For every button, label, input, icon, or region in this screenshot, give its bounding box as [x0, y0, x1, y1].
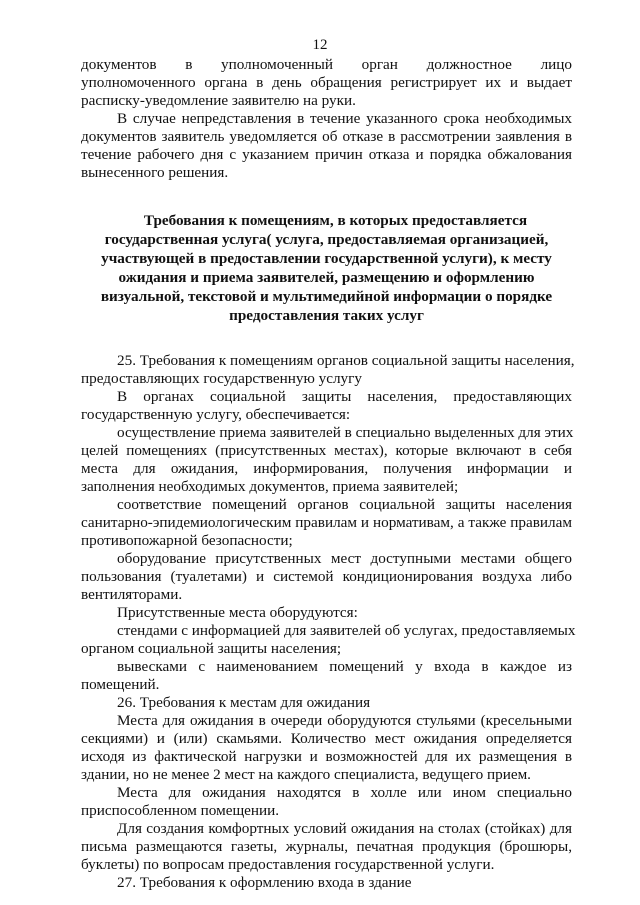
s26-p3-line-3: буклеты) по вопросам предоставления государственной услуги. — [81, 856, 495, 873]
heading-line-3: участвующей в предоставлении государственной услуги), к месту — [101, 250, 552, 267]
s25-equip-intro: Присутственные места оборудуются: — [117, 604, 358, 621]
s25-item2-line-2: санитарно-эпидемиологическим правилам и нормативам, а также правилам — [81, 514, 572, 531]
s25-item1-line-4: заполнения необходимых документов, приема заявителей; — [81, 478, 459, 495]
s25-title-line-1: 25. Требования к помещениям органов социальной защиты населения, — [117, 352, 575, 369]
s26-p3-line-2: письма размещаются газеты, журналы, печатная продукция (брошюры, — [81, 838, 572, 855]
s25-item3-line-3: вентиляторами. — [81, 586, 183, 603]
s26-title: 26. Требования к местам для ожидания — [117, 694, 371, 711]
s26-p2-line-1: Места для ожидания находятся в холле или ином специально — [117, 784, 572, 801]
s25-item1-line-1: осуществление приема заявителей в специально выделенных для этих — [117, 424, 574, 441]
s25-equip1-line-2: органом социальной защиты населения; — [81, 640, 342, 657]
para2-line-4: вынесенного решения. — [81, 164, 229, 181]
page-number: 12 — [312, 37, 328, 53]
s25-item2-line-3: противопожарной безопасности; — [81, 532, 293, 549]
s25-equip1-line-1: стендами с информацией для заявителей об услугах, предоставляемых — [117, 622, 576, 639]
s26-p1-line-1: Места для ожидания в очереди оборудуются стульями (кресельными — [117, 712, 572, 729]
s25-equip2-line-1: вывесками с наименованием помещений у входа в каждое из — [117, 658, 572, 675]
s26-p1-line-2: секциями) и (или) скамьями. Количество мест ожидания определяется — [81, 730, 572, 747]
para1-line-3: расписку-уведомление заявителю на руки. — [81, 92, 356, 109]
s25-intro-line-2: государственную услугу, обеспечивается: — [81, 406, 351, 423]
para2-line-2: документов заявитель уведомляется об отказе в рассмотрении заявления в — [81, 128, 572, 145]
para1-line-2: уполномоченного органа в день обращения регистрирует их и выдает — [81, 74, 572, 91]
para1-line-1: документов в уполномоченный орган должностное лицо — [81, 56, 572, 73]
s27-title: 27. Требования к оформлению входа в здание — [117, 874, 412, 891]
s25-intro-line-1: В органах социальной защиты населения, предоставляющих — [117, 388, 572, 405]
s25-item2-line-1: соответствие помещений органов социальной защиты населения — [117, 496, 572, 513]
s26-p3-line-1: Для создания комфортных условий ожидания на столах (стойках) для — [117, 820, 572, 837]
heading-line-1: Требования к помещениям, в которых предоставляется — [143, 212, 528, 229]
s26-p2-line-2: приспособленном помещении. — [81, 802, 280, 819]
s25-title-line-2: предоставляющих государственную услугу — [81, 370, 362, 387]
s26-p1-line-4: здании, но не менее 2 мест на каждого специалиста, ведущего прием. — [81, 766, 531, 783]
s25-equip2-line-2: помещений. — [81, 676, 160, 693]
s25-item1-line-2: целей помещениях (присутственных местах), которые включают в себя — [81, 442, 572, 459]
s26-p1-line-3: исходя из фактической нагрузки и возможностей для их размещения в — [81, 748, 572, 765]
heading-line-6: предоставления таких услуг — [229, 307, 424, 324]
heading-line-5: визуальной, текстовой и мультимедийной информации о порядке — [100, 288, 553, 305]
heading-line-2: государственная услуга( услуга, предоставляемая организацией, — [104, 231, 549, 248]
s25-item3-line-1: оборудование присутственных мест доступными местами общего — [117, 550, 572, 567]
s25-item1-line-3: места для ожидания, информирования, получения информации и — [81, 460, 572, 477]
para2-line-3: течение рабочего дня с указанием причин отказа и порядка обжалования — [81, 146, 572, 163]
para2-line-1: В случае непредставления в течение указанного срока необходимых — [117, 110, 572, 127]
s25-item3-line-2: пользования (туалетами) и системой кондиционирования воздуха либо — [81, 568, 572, 585]
heading-line-4: ожидания и приема заявителей, размещению и оформлению — [118, 269, 535, 286]
